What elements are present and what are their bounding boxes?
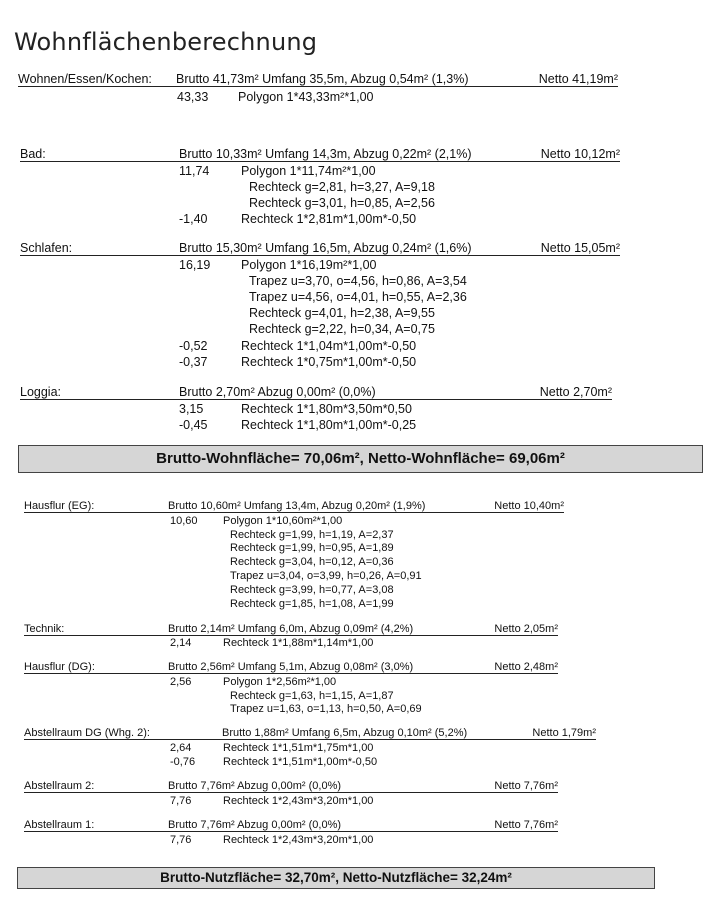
calc-formula: Rechteck 1*2,43m*3,20m*1,00 — [223, 834, 374, 846]
calc-formula: Polygon 1*16,19m²*1,00 — [241, 258, 377, 272]
room-name: Hausflur (EG): — [24, 500, 95, 512]
room-name: Technik: — [24, 623, 65, 635]
room-summary: Brutto 15,30m² Umfang 16,5m, Abzug 0,24m² (1,6%) — [179, 241, 472, 255]
room-header — [24, 819, 558, 832]
calc-value: -0,45 — [179, 418, 208, 432]
calc-value: -0,76 — [170, 756, 196, 768]
room-netto: Netto 41,19m² — [538, 72, 618, 86]
room-summary: Brutto 7,76m² Abzug 0,00m² (0,0%) — [168, 819, 342, 831]
room-header — [24, 780, 558, 793]
calc-formula: Rechteck g=4,01, h=2,38, A=9,55 — [249, 306, 435, 320]
calc-value: 7,76 — [170, 795, 192, 807]
room-header — [20, 241, 620, 256]
calc-formula: Rechteck 1*2,81m*1,00m*-0,50 — [241, 212, 417, 226]
calc-value: 10,60 — [170, 515, 198, 527]
calc-value: 2,56 — [170, 676, 192, 688]
calc-value: 43,33 — [177, 90, 209, 104]
calc-value: 2,14 — [170, 637, 192, 649]
room-netto: Netto 10,40m² — [494, 500, 564, 512]
room-netto: Netto 2,05m² — [494, 623, 558, 635]
calc-value: -0,52 — [179, 339, 208, 353]
calc-formula: Rechteck g=1,99, h=0,95, A=1,89 — [230, 542, 394, 554]
calc-formula: Rechteck 1*1,51m*1,75m*1,00 — [223, 742, 374, 754]
room-name: Bad: — [20, 147, 46, 161]
room-header — [20, 385, 612, 400]
room-netto: Netto 7,76m² — [494, 780, 558, 792]
calc-formula: Polygon 1*2,56m²*1,00 — [223, 676, 337, 688]
calc-value: 3,15 — [179, 402, 204, 416]
room-netto: Netto 10,12m² — [540, 147, 620, 161]
calc-formula: Trapez u=1,63, o=1,13, h=0,50, A=0,69 — [230, 703, 422, 715]
calc-formula: Trapez u=3,04, o=3,99, h=0,26, A=0,91 — [230, 570, 422, 582]
room-name: Abstellraum 1: — [24, 819, 95, 831]
room-summary: Brutto 2,70m² Abzug 0,00m² (0,0%) — [179, 385, 376, 399]
nutzflaeche-total-text: Brutto-Nutzfläche= 32,70m², Netto-Nutzfläche= 32,24m² — [160, 870, 512, 885]
nutzflaeche-total — [17, 867, 655, 889]
calc-value: 2,64 — [170, 742, 192, 754]
room-header — [24, 500, 564, 513]
room-summary: Brutto 2,56m² Umfang 5,1m, Abzug 0,08m² (3,0%) — [168, 661, 414, 673]
room-summary: Brutto 2,14m² Umfang 6,0m, Abzug 0,09m² (4,2%) — [168, 623, 414, 635]
room-name: Hausflur (DG): — [24, 661, 95, 673]
room-summary: Brutto 41,73m² Umfang 35,5m, Abzug 0,54m² (1,3%) — [176, 72, 469, 86]
room-name: Abstellraum 2: — [24, 780, 95, 792]
calc-formula: Rechteck g=3,01, h=0,85, A=2,56 — [249, 196, 435, 210]
room-header — [24, 661, 558, 674]
calc-formula: Polygon 1*10,60m²*1,00 — [223, 515, 343, 527]
calc-formula: Rechteck g=1,63, h=1,15, A=1,87 — [230, 690, 394, 702]
room-netto: Netto 2,48m² — [494, 661, 558, 673]
room-netto: Netto 2,70m² — [539, 385, 612, 399]
calc-formula: Trapez u=3,70, o=4,56, h=0,86, A=3,54 — [249, 274, 467, 288]
calc-formula: Rechteck 1*2,43m*3,20m*1,00 — [223, 795, 374, 807]
room-summary: Brutto 10,60m² Umfang 13,4m, Abzug 0,20m² (1,9%) — [168, 500, 426, 512]
room-header — [18, 72, 618, 87]
room-netto: Netto 1,79m² — [532, 727, 596, 739]
calc-value: 7,76 — [170, 834, 192, 846]
room-summary: Brutto 7,76m² Abzug 0,00m² (0,0%) — [168, 780, 342, 792]
calc-value: -0,37 — [179, 355, 208, 369]
calc-value: 11,74 — [179, 164, 210, 178]
room-name: Abstellraum DG (Whg. 2): — [24, 727, 150, 739]
calc-formula: Rechteck 1*1,04m*1,00m*-0,50 — [241, 339, 417, 353]
calc-value: 16,19 — [179, 258, 211, 272]
calc-formula: Rechteck g=2,81, h=3,27, A=9,18 — [249, 180, 435, 194]
calc-formula: Rechteck 1*1,51m*1,00m*-0,50 — [223, 756, 378, 768]
room-header — [20, 147, 620, 162]
calc-formula: Rechteck g=1,99, h=1,19, A=2,37 — [230, 529, 394, 541]
calc-formula: Rechteck g=3,99, h=0,77, A=3,08 — [230, 584, 394, 596]
calc-formula: Rechteck 1*1,80m*1,00m*-0,25 — [241, 418, 417, 432]
calc-formula: Rechteck 1*1,80m*3,50m*0,50 — [241, 402, 412, 416]
wohnflaeche-total-text: Brutto-Wohnfläche= 70,06m², Netto-Wohnfläche= 69,06m² — [156, 450, 565, 467]
room-name: Schlafen: — [20, 241, 73, 255]
room-summary: Brutto 10,33m² Umfang 14,3m, Abzug 0,22m² (2,1%) — [179, 147, 472, 161]
wohnflaeche-total — [18, 445, 703, 473]
calc-formula: Trapez u=4,56, o=4,01, h=0,55, A=2,36 — [249, 290, 467, 304]
calc-formula: Polygon 1*11,74m²*1,00 — [241, 164, 376, 178]
calc-formula: Rechteck 1*0,75m*1,00m*-0,50 — [241, 355, 417, 369]
room-name: Loggia: — [20, 385, 62, 399]
room-header — [24, 623, 558, 636]
calc-formula: Rechteck g=1,85, h=1,08, A=1,99 — [230, 598, 394, 610]
room-summary: Brutto 1,88m² Umfang 6,5m, Abzug 0,10m² (5,2%) — [222, 727, 468, 739]
calc-formula: Rechteck g=3,04, h=0,12, A=0,36 — [230, 556, 394, 568]
calc-formula: Rechteck 1*1,88m*1,14m*1,00 — [223, 637, 374, 649]
page-title: Wohnflächenberechnung — [14, 28, 318, 56]
room-name: Wohnen/Essen/Kochen: — [18, 72, 152, 86]
room-header — [24, 727, 596, 740]
calc-formula: Rechteck g=2,22, h=0,34, A=0,75 — [249, 322, 435, 336]
calc-value: -1,40 — [179, 212, 208, 226]
room-netto: Netto 7,76m² — [494, 819, 558, 831]
room-netto: Netto 15,05m² — [540, 241, 620, 255]
calc-formula: Polygon 1*43,33m²*1,00 — [238, 90, 374, 104]
